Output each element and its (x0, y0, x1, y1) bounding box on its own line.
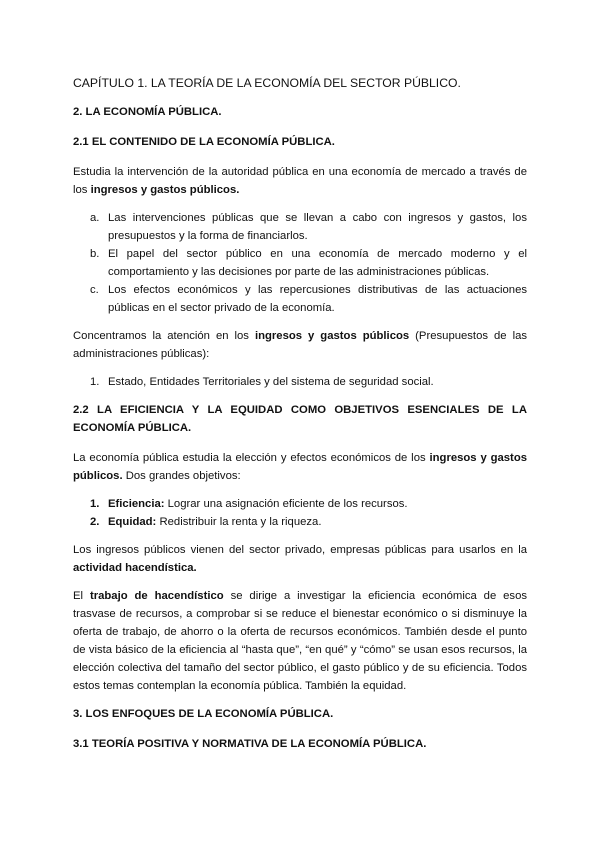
s22-intro-tail: Dos grandes objetivos: (122, 470, 241, 482)
list-marker: a. (90, 212, 100, 224)
list-marker: 1. (90, 376, 100, 388)
income-bold: actividad hacendística. (73, 562, 197, 574)
list-marker: b. (90, 248, 100, 260)
section-2-2-work (73, 587, 527, 695)
list-item (73, 513, 527, 531)
document-page (73, 74, 527, 765)
list-item (73, 209, 527, 245)
list-item-text: Los efectos económicos y las repercusiones distributivas de las actuaciones públicas en el sector privado de la economía. (108, 284, 527, 314)
work-text: El (73, 590, 90, 602)
section-3-1-heading: 3.1 TEORÍA POSITIVA Y NORMATIVA DE LA ECONOMÍA PÚBLICA. (73, 738, 427, 750)
work-text-tail: se dirige a investigar la eficiencia económica de esos trasvase de recursos, a comprobar si se reduce el bienestar económico o si disminuye la oferta de trabajo, de ahorro o la oferta de recursos económicos. También desde el punto de vista básico de la eficiencia al “hasta que”, “en qué” y “cómo” se usan esos recursos, la elección colectiva del tamaño del sector público, el gasto público y de su eficiencia. Todos estos temas contemplan la economía pública. También la equidad. (73, 590, 528, 692)
list-item (73, 373, 527, 391)
list-item (73, 495, 527, 513)
income-text: Los ingresos públicos vienen del sector privado, empresas públicas para usarlos en la (73, 544, 527, 556)
section-2-1-intro (73, 163, 527, 199)
list-marker: 2. (90, 516, 100, 528)
chapter-title: CAPÍTULO 1. LA TEORÍA DE LA ECONOMÍA DEL SECTOR PÚBLICO. (73, 76, 461, 90)
list-item-text: Las intervenciones públicas que se llevan a cabo con ingresos y gastos, los presupuestos y la forma de financiarlos. (108, 212, 527, 242)
list-marker: c. (90, 284, 99, 296)
work-bold: trabajo de hacendístico (89, 590, 224, 602)
section-2-2-heading: 2.2 LA EFICIENCIA Y LA EQUIDAD COMO OBJETIVOS ESENCIALES DE LA ECONOMÍA PÚBLICA. (73, 404, 527, 434)
list-item (73, 245, 527, 281)
list-marker: 1. (90, 498, 100, 510)
section-2-2-intro (73, 449, 527, 485)
s22-intro-bold: ingresos y gastos públicos. (73, 452, 528, 482)
section-2-2-income (73, 541, 527, 577)
intro-bold-text: ingresos y gastos públicos. (90, 184, 240, 196)
section-2-1-heading: 2.1 EL CONTENIDO DE LA ECONOMÍA PÚBLICA. (73, 136, 335, 148)
objectives-list (73, 495, 527, 531)
section-2-heading: 2. LA ECONOMÍA PÚBLICA. (73, 106, 222, 118)
lettered-list (73, 209, 527, 317)
objective-label: Eficiencia: (108, 498, 165, 510)
s22-intro-text: La economía pública estudia la elección y efectos económicos de los (73, 452, 430, 464)
objective-text: Lograr una asignación eficiente de los recursos. (164, 498, 408, 510)
section-3-heading: 3. LOS ENFOQUES DE LA ECONOMÍA PÚBLICA. (73, 708, 334, 720)
objective-label: Equidad: (108, 516, 157, 528)
intro-text: Estudia la intervención de la autoridad pública en una economía de mercado a través de los (73, 166, 527, 196)
focus-text-tail: (Presupuestos de las administraciones públicas): (73, 330, 528, 360)
list-item-text: Estado, Entidades Territoriales y del sistema de seguridad social. (108, 376, 434, 388)
section-2-1-focus (73, 327, 527, 363)
focus-bold-text: ingresos y gastos públicos (254, 330, 410, 342)
focus-text: Concentramos la atención en los (73, 330, 255, 342)
list-item-text: El papel del sector público en una economía de mercado moderno y el comportamiento y las decisiones por parte de las administraciones públicas. (108, 248, 527, 278)
objective-text: Redistribuir la renta y la riqueza. (156, 516, 322, 528)
numbered-list (73, 373, 527, 391)
list-item (73, 281, 527, 317)
